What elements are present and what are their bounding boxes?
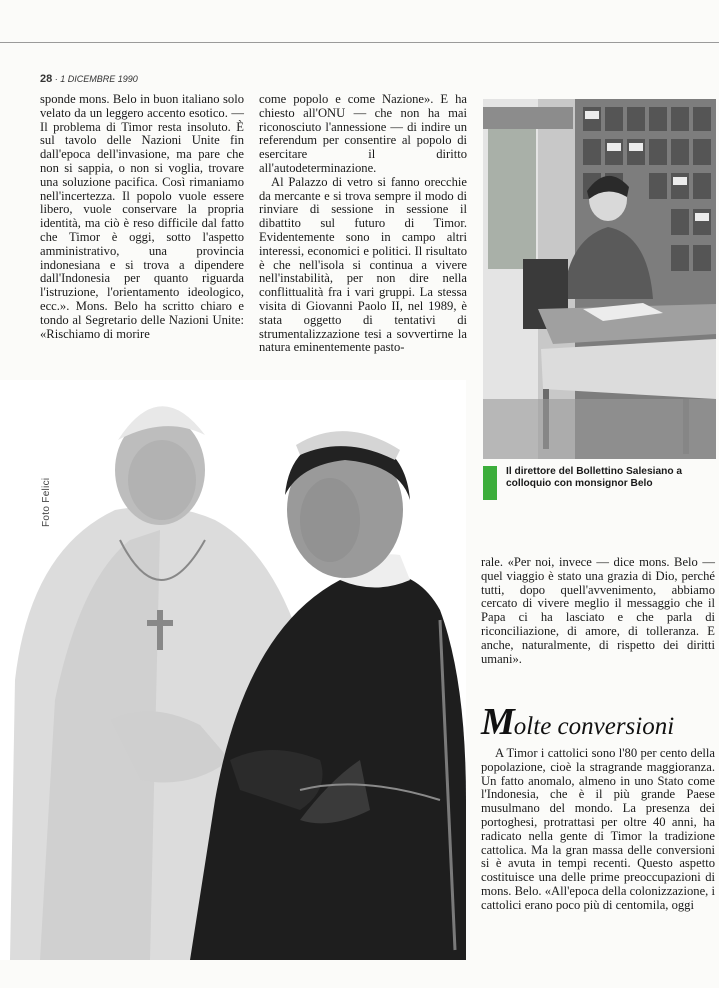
- paragraph: sponde mons. Belo in buon italiano solo velato da un leggero accento esotico. — Il problema di Timor resta insoluto. È sul tavolo delle Nazioni Unite fin dall'epoca dell'invasione, ma pare che non si sappia, o non si voglia, trovare una soluzione pacifica. Così rimaniamo nell'incertezza. Il popolo vuole essere libero, vuole conservare la propria identità, ma ciò è reso difficile dal fatto che Timor è oggi, sotto l'aspetto amministrativo, una provincia indonesiana e si trova a dipendere dall'Indonesia per quanto riguarda l'istruzione, l'orientamento ideologico, ecc.». Mons. Belo ha scritto chiaro e tondo al Segretario delle Nazioni Unite: «Rischiamo di morire: [40, 92, 244, 341]
- photo-main-image: [0, 380, 466, 960]
- photo-caption: Il direttore del Bollettino Salesiano a colloquio con monsignor Belo: [506, 466, 683, 489]
- photo-credit: Foto Felici: [41, 477, 52, 527]
- photo-editor-image: [483, 99, 716, 459]
- page-number: 28: [40, 73, 53, 85]
- header-rule: [0, 42, 719, 43]
- text-column-3: [481, 556, 715, 666]
- issue-date: 1 DICEMBRE 1990: [60, 74, 138, 84]
- text-column-3-continued: [481, 747, 715, 913]
- photo-editor-at-desk: [483, 99, 716, 459]
- page-info: 28 · 1 DICEMBRE 1990: [40, 73, 138, 85]
- text-column-2: [259, 93, 467, 355]
- paragraph: come popolo e come Nazione». E ha chiesto all'ONU — che non ha mai riconosciuto l'annessione — di indire un referendum per consentire al popolo di esercitare il diritto all'autodeterminazione.: [259, 92, 467, 175]
- text-column-1: [40, 93, 244, 341]
- photo-pope-and-bishop: [0, 380, 466, 960]
- heading-rest: olte conversioni: [513, 713, 675, 740]
- caption-accent-bar: [483, 466, 497, 500]
- section-heading: [481, 700, 715, 744]
- paragraph: Al Palazzo di vetro si fanno orecchie da mercante e si trova sempre il modo di rinviare di sessione in sessione il dibattito sul futuro di Timor. Evidentemente sono in campo altri interessi, economici e politici. Il risultato è che nell'isola si continua a vivere nell'instabilità, per non dire nella conflittualità fra i vari gruppi. La stessa visita di Giovanni Paolo II, nel 1989, è stata oggetto di tentativi di strumentalizzazione tesi a sovvertirne la natura eminentemente pasto-: [259, 174, 467, 355]
- heading-initial: M: [481, 701, 514, 743]
- paragraph: rale. «Per noi, invece — dice mons. Belo — quel viaggio è stato una grazia di Dio, perché tutti, dopo quell'avvenimento, abbiamo cercato di vivere meglio il messaggio che il Papa ci ha lasciato e che parla di riconciliazione, di amore, di tolleranza. E anche, naturalmente, di rispetto dei diritti umani».: [481, 555, 715, 666]
- paragraph: A Timor i cattolici sono l'80 per cento della popolazione, cioè la stragrande maggioranza. Un fatto anomalo, almeno in uno Stato come l'Indonesia, che è il più grande Paese musulmano del mondo. La presenza dei portoghesi, protrattasi per oltre 40 anni, ha radicato nella gente di Timor la tradizione cattolica. Ma la gran massa delle conversioni si è avuta in tempi recenti. Questo aspetto costituisce una delle prime preoccupazioni di mons. Belo. «All'epoca della colonizzazione, i cattolici erano poco più di centomila, oggi: [481, 746, 715, 912]
